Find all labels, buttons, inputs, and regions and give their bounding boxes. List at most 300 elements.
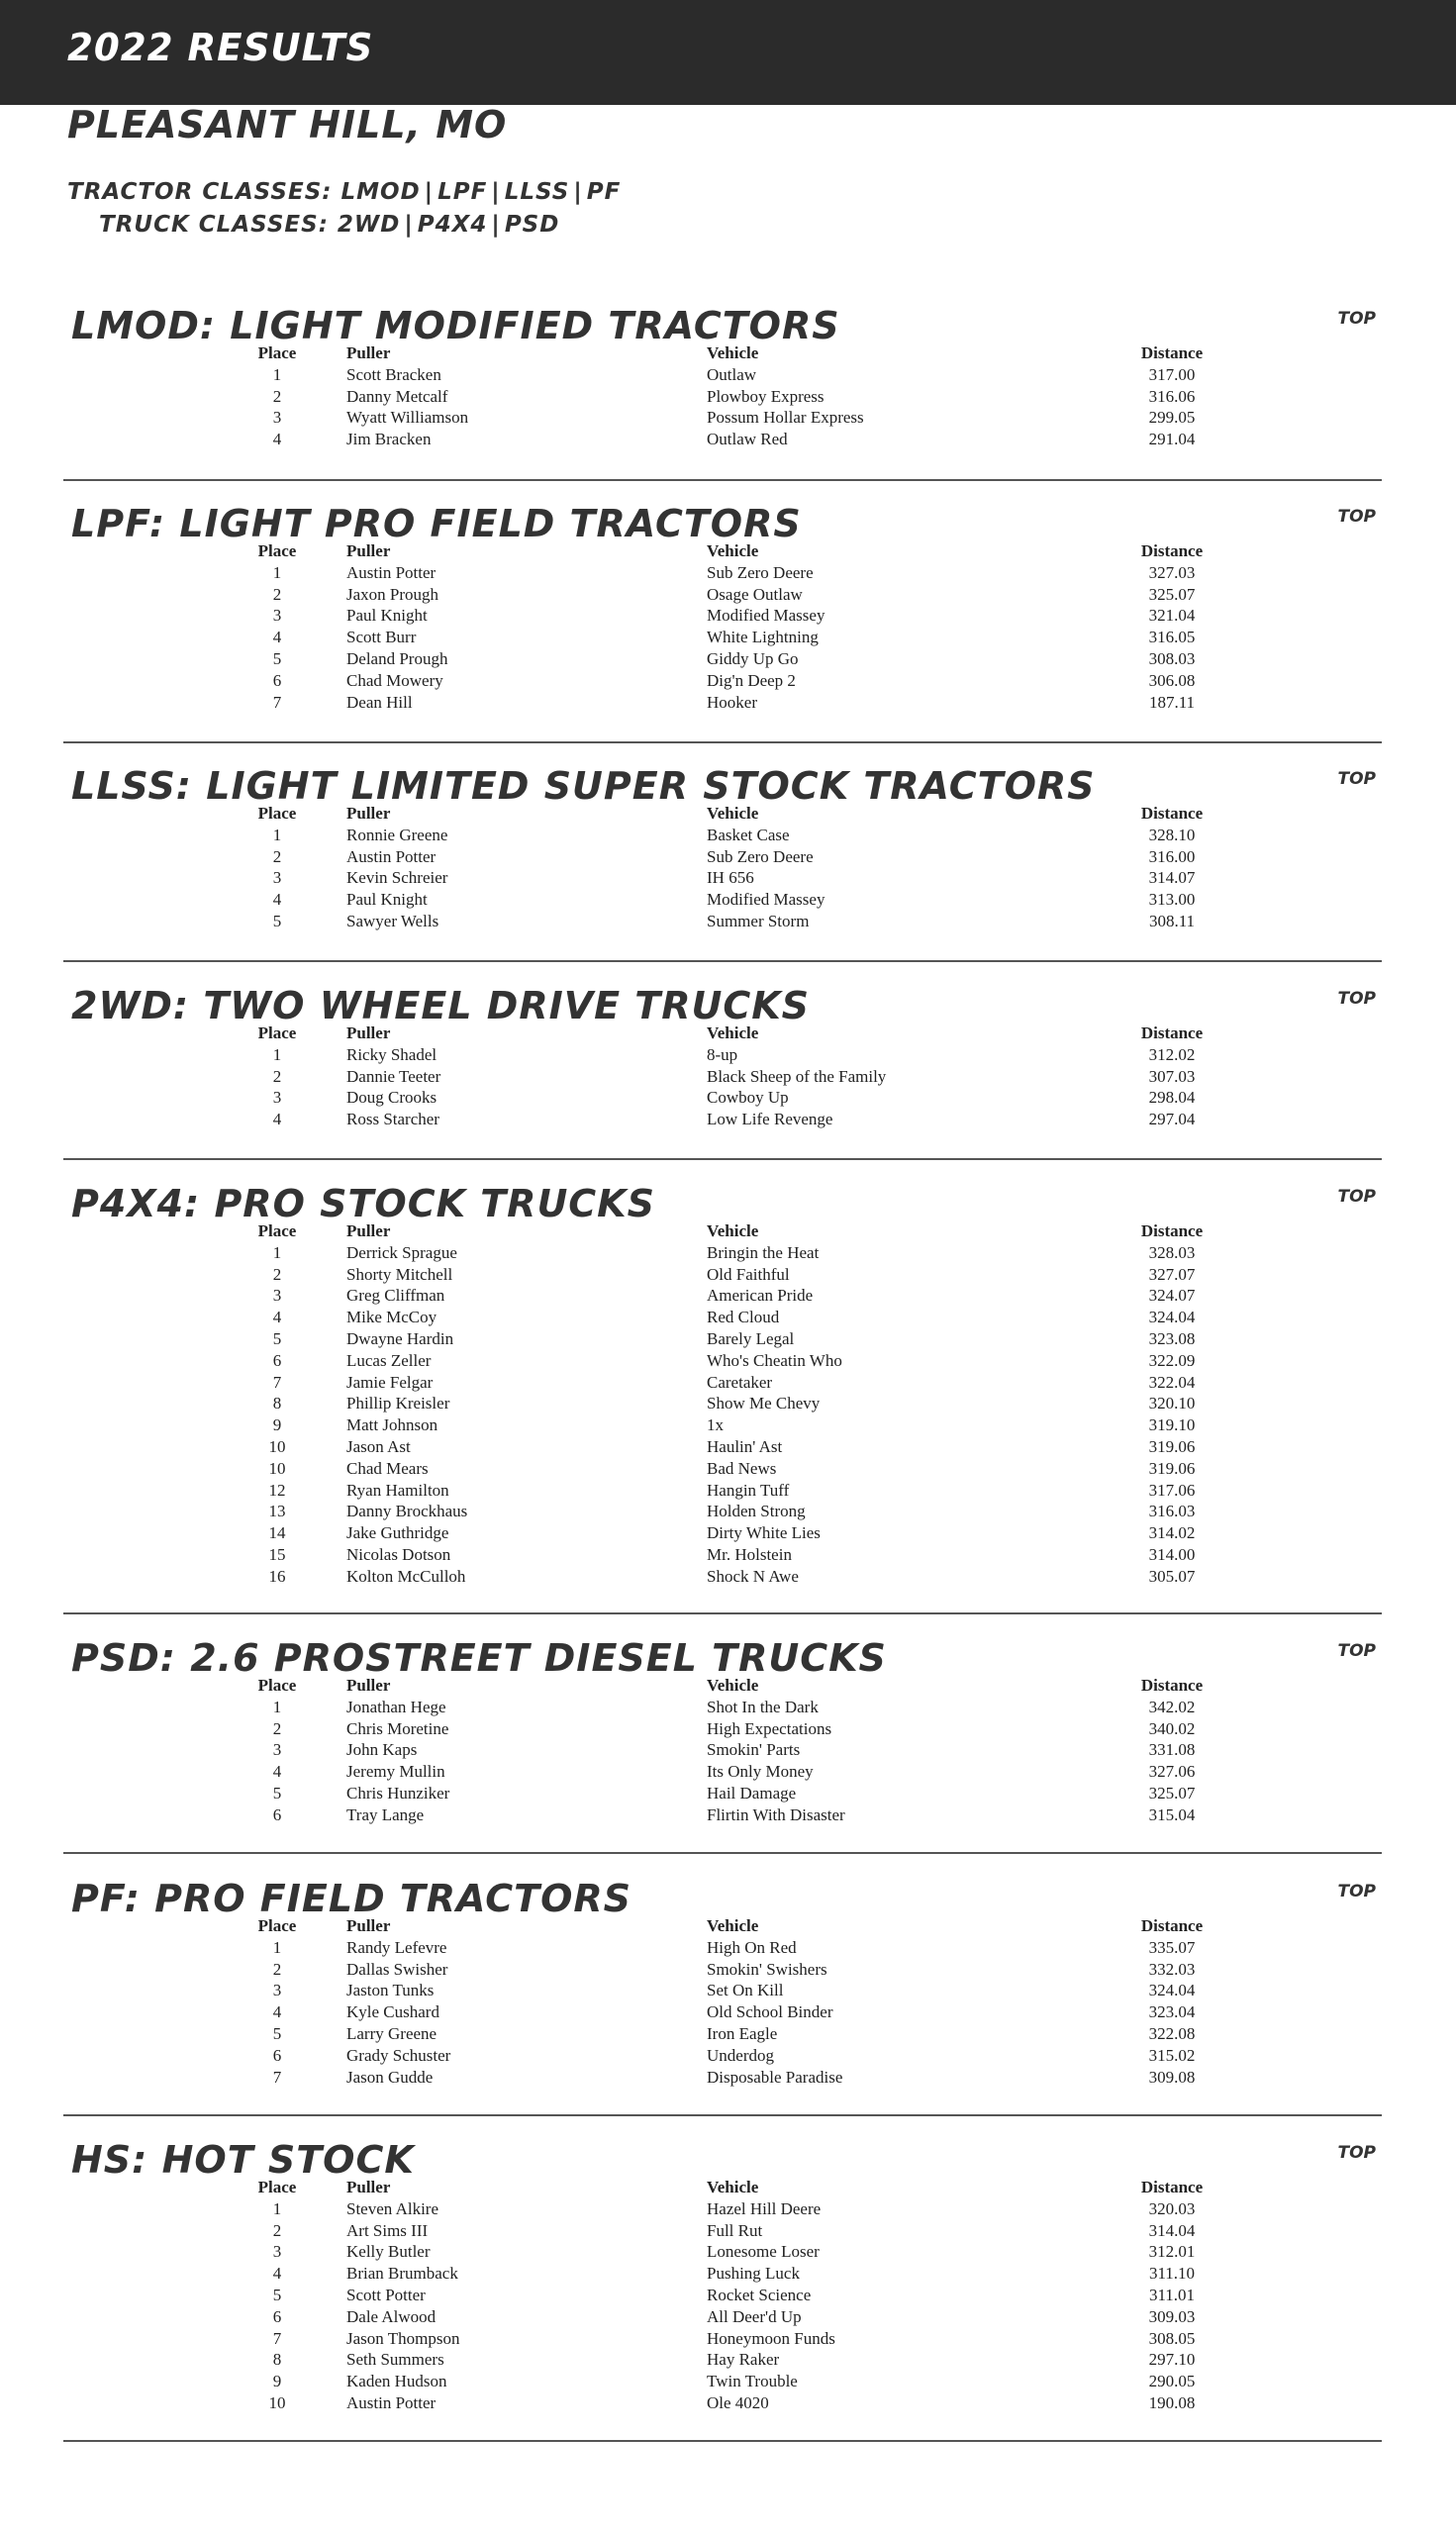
- cell-vehicle: All Deer'd Up: [707, 2306, 802, 2326]
- cell-puller: Dale Alwood: [346, 2306, 437, 2326]
- cell-place: 4: [272, 890, 282, 910]
- cell-puller: Kevin Schreier: [346, 868, 448, 888]
- cell-puller: Ryan Hamilton: [346, 1480, 449, 1500]
- cell-vehicle: Basket Case: [707, 825, 790, 844]
- cell-distance: 328.03: [1148, 1242, 1196, 1262]
- cell-vehicle: Rocket Science: [707, 2285, 812, 2304]
- cell-place: 2: [272, 1959, 282, 1979]
- column-header-place: Place: [257, 1676, 297, 1695]
- cell-vehicle: Possum Hollar Express: [707, 408, 864, 428]
- cell-vehicle: Barely Legal: [707, 1328, 795, 1348]
- class-link-pf[interactable]: PF: [586, 179, 622, 205]
- cell-puller: Steven Alkire: [346, 2198, 439, 2218]
- cell-place: 6: [272, 1804, 282, 1824]
- cell-puller: Scott Bracken: [346, 364, 441, 384]
- cell-place: 7: [272, 1372, 282, 1392]
- cell-distance: 323.08: [1148, 1328, 1196, 1348]
- section-divider: [63, 960, 1382, 962]
- cell-vehicle: Haulin' Ast: [707, 1436, 783, 1456]
- cell-place: 7: [272, 692, 282, 712]
- cell-vehicle: Iron Eagle: [707, 2023, 778, 2043]
- cell-distance: 322.04: [1148, 1372, 1196, 1392]
- cell-puller: Shorty Mitchell: [346, 1264, 453, 1284]
- cell-vehicle: Holden Strong: [707, 1502, 806, 1521]
- cell-distance: 308.03: [1148, 648, 1196, 668]
- cell-puller: Austin Potter: [346, 2392, 437, 2412]
- cell-vehicle: Sub Zero Deere: [707, 562, 814, 582]
- cell-vehicle: Bringin the Heat: [707, 1242, 820, 1262]
- column-header-puller: Puller: [346, 2178, 391, 2196]
- cell-puller: Kyle Cushard: [346, 2002, 439, 2022]
- cell-distance: 297.04: [1148, 1110, 1196, 1129]
- cell-vehicle: Set On Kill: [707, 1981, 784, 2000]
- column-header-place: Place: [257, 2178, 297, 2196]
- cell-distance: 320.03: [1148, 2198, 1196, 2218]
- tractor-classes-label: TRACTOR CLASSES:: [67, 179, 333, 205]
- cell-puller: Jaxon Prough: [346, 584, 439, 604]
- cell-place: 3: [272, 606, 282, 626]
- column-header-puller: Puller: [346, 804, 391, 823]
- cell-vehicle: Show Me Chevy: [707, 1394, 821, 1413]
- cell-puller: Jeremy Mullin: [346, 1762, 445, 1782]
- cell-vehicle: Hooker: [707, 692, 757, 712]
- cell-distance: 314.04: [1148, 2220, 1196, 2240]
- cell-place: 1: [272, 1044, 282, 1064]
- column-header-place: Place: [257, 1221, 297, 1240]
- cell-vehicle: Its Only Money: [707, 1762, 814, 1782]
- cell-place: 4: [272, 628, 282, 647]
- cell-vehicle: Hazel Hill Deere: [707, 2198, 822, 2218]
- cell-distance: 342.02: [1148, 1697, 1196, 1716]
- cell-place: 4: [272, 2264, 282, 2284]
- cell-distance: 309.08: [1148, 2067, 1196, 2087]
- cell-vehicle: IH 656: [707, 868, 754, 888]
- cell-vehicle: Full Rut: [707, 2220, 763, 2240]
- cell-vehicle: Osage Outlaw: [707, 584, 803, 604]
- cell-vehicle: 1x: [707, 1415, 724, 1435]
- cell-distance: 324.04: [1148, 1308, 1196, 1327]
- cell-puller: Derrick Sprague: [346, 1242, 457, 1262]
- section-divider: [63, 741, 1382, 743]
- cell-place: 13: [268, 1502, 286, 1521]
- cell-place: 2: [272, 1264, 282, 1284]
- cell-distance: 316.06: [1148, 386, 1196, 406]
- back-to-top-link[interactable]: TOP: [1337, 769, 1376, 789]
- truck-classes-nav: TRUCK CLASSES: 2WD | P4X4 | PSD: [99, 212, 560, 238]
- cell-vehicle: Honeymoon Funds: [707, 2328, 835, 2348]
- cell-place: 7: [272, 2067, 282, 2087]
- cell-distance: 319.10: [1148, 1415, 1196, 1435]
- cell-distance: 312.02: [1148, 1044, 1196, 1064]
- cell-puller: Ronnie Greene: [346, 825, 448, 844]
- cell-place: 2: [272, 386, 282, 406]
- cell-distance: 323.04: [1148, 2002, 1196, 2022]
- cell-puller: Dean Hill: [346, 692, 413, 712]
- cell-puller: Austin Potter: [346, 562, 437, 582]
- cell-vehicle: Twin Trouble: [707, 2372, 798, 2391]
- cell-distance: 311.01: [1148, 2285, 1196, 2304]
- cell-vehicle: Flirtin With Disaster: [707, 1804, 845, 1824]
- cell-distance: 311.10: [1148, 2264, 1196, 2284]
- cell-place: 4: [272, 1762, 282, 1782]
- cell-vehicle: Low Life Revenge: [707, 1110, 833, 1129]
- cell-vehicle: Plowboy Express: [707, 386, 825, 406]
- page-title: 2022 RESULTS: [67, 26, 374, 69]
- column-header-puller: Puller: [346, 1916, 391, 1935]
- cell-vehicle: 8-up: [707, 1044, 738, 1064]
- cell-vehicle: Cowboy Up: [707, 1088, 789, 1108]
- cell-puller: Chad Mowery: [346, 670, 443, 690]
- cell-place: 5: [272, 1783, 282, 1803]
- cell-puller: Mike McCoy: [346, 1308, 437, 1327]
- cell-puller: Grady Schuster: [346, 2045, 451, 2065]
- column-header-distance: Distance: [1140, 1221, 1204, 1240]
- cell-puller: Matt Johnson: [346, 1415, 438, 1435]
- cell-puller: Deland Prough: [346, 648, 448, 668]
- cell-vehicle: Old Faithful: [707, 1264, 790, 1284]
- column-header-vehicle: Vehicle: [707, 343, 759, 362]
- cell-puller: Dannie Teeter: [346, 1066, 441, 1086]
- cell-vehicle: Hail Damage: [707, 1783, 797, 1803]
- cell-distance: 327.07: [1148, 1264, 1196, 1284]
- column-header-distance: Distance: [1140, 1676, 1204, 1695]
- cell-distance: 332.03: [1148, 1959, 1196, 1979]
- cell-place: 14: [268, 1523, 286, 1543]
- column-header-distance: Distance: [1140, 343, 1204, 362]
- cell-place: 9: [272, 2372, 282, 2391]
- back-to-top-link[interactable]: TOP: [1337, 507, 1376, 527]
- cell-vehicle: Sub Zero Deere: [707, 846, 814, 866]
- cell-puller: Sawyer Wells: [346, 911, 439, 930]
- cell-puller: Danny Metcalf: [346, 386, 448, 406]
- column-header-distance: Distance: [1140, 1023, 1204, 1042]
- cell-distance: 187.11: [1148, 692, 1196, 712]
- column-header-place: Place: [257, 1023, 297, 1042]
- cell-distance: 335.07: [1148, 1937, 1196, 1957]
- cell-place: 2: [272, 1066, 282, 1086]
- cell-puller: Jamie Felgar: [346, 1372, 434, 1392]
- cell-distance: 314.00: [1148, 1544, 1196, 1564]
- cell-place: 2: [272, 1718, 282, 1738]
- cell-distance: 290.05: [1148, 2372, 1196, 2391]
- cell-place: 3: [272, 1981, 282, 2000]
- back-to-top-link[interactable]: TOP: [1337, 1187, 1376, 1207]
- cell-puller: Jonathan Hege: [346, 1697, 446, 1716]
- cell-puller: Tray Lange: [346, 1804, 425, 1824]
- cell-puller: Kaden Hudson: [346, 2372, 447, 2391]
- cell-vehicle: Modified Massey: [707, 890, 825, 910]
- cell-distance: 320.10: [1148, 1394, 1196, 1413]
- column-header-distance: Distance: [1140, 1916, 1204, 1935]
- cell-puller: Lucas Zeller: [346, 1350, 432, 1370]
- cell-vehicle: Outlaw Red: [707, 430, 788, 449]
- class-link-p4x4[interactable]: P4X4: [417, 212, 488, 238]
- cell-distance: 327.06: [1148, 1762, 1196, 1782]
- cell-puller: Jason Ast: [346, 1436, 411, 1456]
- cell-puller: Chris Hunziker: [346, 1783, 450, 1803]
- cell-place: 7: [272, 2328, 282, 2348]
- section-title: PSD: 2.6 PROSTREET DIESEL TRUCKS: [71, 1636, 887, 1680]
- cell-place: 4: [272, 1308, 282, 1327]
- cell-distance: 190.08: [1148, 2392, 1196, 2412]
- cell-puller: Jaston Tunks: [346, 1981, 435, 2000]
- cell-vehicle: Shot In the Dark: [707, 1697, 819, 1716]
- cell-place: 1: [272, 1937, 282, 1957]
- cell-place: 5: [272, 648, 282, 668]
- cell-place: 6: [272, 670, 282, 690]
- cell-place: 10: [268, 2392, 286, 2412]
- cell-place: 12: [268, 1480, 286, 1500]
- cell-distance: 325.07: [1148, 1783, 1196, 1803]
- cell-distance: 319.06: [1148, 1436, 1196, 1456]
- cell-place: 2: [272, 2220, 282, 2240]
- column-header-vehicle: Vehicle: [707, 1221, 759, 1240]
- column-header-place: Place: [257, 804, 297, 823]
- cell-vehicle: Outlaw: [707, 364, 757, 384]
- cell-puller: Greg Cliffman: [346, 1286, 445, 1306]
- top-banner: [0, 0, 1456, 105]
- cell-distance: 324.07: [1148, 1286, 1196, 1306]
- cell-puller: Kolton McCulloh: [346, 1566, 466, 1586]
- cell-place: 10: [268, 1458, 286, 1478]
- cell-place: 3: [272, 1286, 282, 1306]
- back-to-top-link[interactable]: TOP: [1337, 1882, 1376, 1901]
- cell-distance: 317.00: [1148, 364, 1196, 384]
- cell-distance: 314.07: [1148, 868, 1196, 888]
- cell-place: 4: [272, 430, 282, 449]
- cell-place: 3: [272, 1088, 282, 1108]
- cell-puller: Chris Moretine: [346, 1718, 449, 1738]
- cell-puller: Jason Gudde: [346, 2067, 434, 2087]
- cell-puller: Scott Burr: [346, 628, 417, 647]
- cell-vehicle: Hay Raker: [707, 2350, 780, 2370]
- cell-distance: 308.05: [1148, 2328, 1196, 2348]
- cell-place: 4: [272, 1110, 282, 1129]
- cell-place: 9: [272, 1415, 282, 1435]
- cell-vehicle: Black Sheep of the Family: [707, 1066, 887, 1086]
- section-divider: [63, 2114, 1382, 2116]
- cell-place: 1: [272, 562, 282, 582]
- column-header-vehicle: Vehicle: [707, 1916, 759, 1935]
- class-link-psd[interactable]: PSD: [504, 212, 560, 238]
- column-header-puller: Puller: [346, 1676, 391, 1695]
- cell-puller: Jason Thompson: [346, 2328, 460, 2348]
- cell-distance: 307.03: [1148, 1066, 1196, 1086]
- cell-place: 6: [272, 1350, 282, 1370]
- column-header-vehicle: Vehicle: [707, 1023, 759, 1042]
- cell-distance: 306.08: [1148, 670, 1196, 690]
- cell-puller: Paul Knight: [346, 606, 428, 626]
- cell-place: 2: [272, 584, 282, 604]
- cell-distance: 316.03: [1148, 1502, 1196, 1521]
- column-header-puller: Puller: [346, 1221, 391, 1240]
- cell-vehicle: Dirty White Lies: [707, 1523, 821, 1543]
- cell-place: 1: [272, 364, 282, 384]
- cell-distance: 325.07: [1148, 584, 1196, 604]
- cell-distance: 327.03: [1148, 562, 1196, 582]
- cell-puller: Danny Brockhaus: [346, 1502, 468, 1521]
- cell-distance: 299.05: [1148, 408, 1196, 428]
- column-header-distance: Distance: [1140, 804, 1204, 823]
- section-title: LMOD: LIGHT MODIFIED TRACTORS: [71, 304, 840, 347]
- cell-place: 5: [272, 911, 282, 930]
- cell-place: 1: [272, 1697, 282, 1716]
- column-header-distance: Distance: [1140, 2178, 1204, 2196]
- cell-distance: 317.06: [1148, 1480, 1196, 1500]
- section-title: LPF: LIGHT PRO FIELD TRACTORS: [71, 502, 802, 545]
- section-divider: [63, 2440, 1382, 2442]
- cell-vehicle: American Pride: [707, 1286, 814, 1306]
- cell-distance: 308.11: [1148, 911, 1196, 930]
- cell-distance: 298.04: [1148, 1088, 1196, 1108]
- cell-distance: 316.00: [1148, 846, 1196, 866]
- cell-place: 5: [272, 2285, 282, 2304]
- class-link-2wd[interactable]: 2WD: [337, 212, 401, 238]
- section-divider: [63, 1612, 1382, 1614]
- cell-distance: 309.03: [1148, 2306, 1196, 2326]
- back-to-top-link[interactable]: TOP: [1337, 1641, 1376, 1661]
- cell-vehicle: Caretaker: [707, 1372, 773, 1392]
- cell-place: 2: [272, 846, 282, 866]
- cell-distance: 340.02: [1148, 1718, 1196, 1738]
- section-title: P4X4: PRO STOCK TRUCKS: [71, 1182, 655, 1225]
- section-divider: [63, 479, 1382, 481]
- cell-vehicle: Underdog: [707, 2045, 774, 2065]
- cell-vehicle: Smokin' Parts: [707, 1740, 801, 1760]
- cell-place: 1: [272, 1242, 282, 1262]
- cell-place: 4: [272, 2002, 282, 2022]
- cell-place: 16: [268, 1566, 286, 1586]
- section-divider: [63, 1158, 1382, 1160]
- cell-vehicle: Shock N Awe: [707, 1566, 799, 1586]
- cell-vehicle: Old School Binder: [707, 2002, 833, 2022]
- back-to-top-link[interactable]: TOP: [1337, 309, 1376, 329]
- column-header-place: Place: [257, 1916, 297, 1935]
- cell-puller: Brian Brumback: [346, 2264, 458, 2284]
- cell-distance: 324.04: [1148, 1981, 1196, 2000]
- cell-vehicle: Ole 4020: [707, 2392, 769, 2412]
- cell-vehicle: Mr. Holstein: [707, 1544, 792, 1564]
- column-header-puller: Puller: [346, 343, 391, 362]
- cell-vehicle: Dig'n Deep 2: [707, 670, 796, 690]
- cell-vehicle: Pushing Luck: [707, 2264, 800, 2284]
- cell-distance: 322.09: [1148, 1350, 1196, 1370]
- cell-puller: Ross Starcher: [346, 1110, 439, 1129]
- cell-place: 5: [272, 1328, 282, 1348]
- cell-distance: 315.02: [1148, 2045, 1196, 2065]
- cell-distance: 319.06: [1148, 1458, 1196, 1478]
- cell-place: 6: [272, 2045, 282, 2065]
- cell-puller: Chad Mears: [346, 1458, 429, 1478]
- cell-puller: Larry Greene: [346, 2023, 437, 2043]
- section-title: PF: PRO FIELD TRACTORS: [71, 1877, 632, 1920]
- cell-place: 10: [268, 1436, 286, 1456]
- cell-distance: 313.00: [1148, 890, 1196, 910]
- cell-puller: Seth Summers: [346, 2350, 444, 2370]
- cell-vehicle: White Lightning: [707, 628, 819, 647]
- class-link-lmod[interactable]: LMOD: [340, 179, 421, 205]
- cell-distance: 328.10: [1148, 825, 1196, 844]
- column-header-puller: Puller: [346, 1023, 391, 1042]
- cell-vehicle: Hangin Tuff: [707, 1480, 790, 1500]
- cell-vehicle: Disposable Paradise: [707, 2067, 843, 2087]
- cell-distance: 312.01: [1148, 2242, 1196, 2262]
- cell-puller: Ricky Shadel: [346, 1044, 437, 1064]
- tractor-classes-nav: TRACTOR CLASSES: LMOD | LPF | LLSS | PF: [67, 179, 622, 205]
- cell-place: 5: [272, 2023, 282, 2043]
- cell-vehicle: High On Red: [707, 1937, 797, 1957]
- truck-classes-label: TRUCK CLASSES:: [99, 212, 329, 238]
- column-header-place: Place: [257, 343, 297, 362]
- cell-puller: Jake Guthridge: [346, 1523, 449, 1543]
- cell-vehicle: Smokin' Swishers: [707, 1959, 827, 1979]
- cell-place: 3: [272, 2242, 282, 2262]
- cell-place: 1: [272, 825, 282, 844]
- column-header-vehicle: Vehicle: [707, 804, 759, 823]
- cell-puller: Austin Potter: [346, 846, 437, 866]
- section-title: LLSS: LIGHT LIMITED SUPER STOCK TRACTORS: [71, 764, 1096, 808]
- section-divider: [63, 1852, 1382, 1854]
- cell-puller: Nicolas Dotson: [346, 1544, 451, 1564]
- back-to-top-link[interactable]: TOP: [1337, 989, 1376, 1009]
- cell-puller: Dallas Swisher: [346, 1959, 448, 1979]
- cell-distance: 331.08: [1148, 1740, 1196, 1760]
- cell-puller: Dwayne Hardin: [346, 1328, 454, 1348]
- cell-puller: Scott Potter: [346, 2285, 426, 2304]
- cell-vehicle: High Expectations: [707, 1718, 832, 1738]
- section-title: HS: HOT STOCK: [71, 2138, 415, 2182]
- column-header-place: Place: [257, 541, 297, 560]
- section-title: 2WD: TWO WHEEL DRIVE TRUCKS: [71, 984, 811, 1027]
- cell-puller: John Kaps: [346, 1740, 418, 1760]
- cell-puller: Art Sims III: [346, 2220, 429, 2240]
- cell-puller: Jim Bracken: [346, 430, 432, 449]
- cell-place: 3: [272, 868, 282, 888]
- cell-distance: 291.04: [1148, 430, 1196, 449]
- class-link-lpf[interactable]: LPF: [437, 179, 488, 205]
- cell-vehicle: Modified Massey: [707, 606, 825, 626]
- class-link-llss[interactable]: LLSS: [504, 179, 570, 205]
- cell-vehicle: Bad News: [707, 1458, 777, 1478]
- cell-vehicle: Summer Storm: [707, 911, 810, 930]
- cell-place: 1: [272, 2198, 282, 2218]
- cell-vehicle: Lonesome Loser: [707, 2242, 820, 2262]
- cell-vehicle: Who's Cheatin Who: [707, 1350, 842, 1370]
- column-header-puller: Puller: [346, 541, 391, 560]
- cell-puller: Phillip Kreisler: [346, 1394, 450, 1413]
- cell-distance: 315.04: [1148, 1804, 1196, 1824]
- cell-puller: Kelly Butler: [346, 2242, 431, 2262]
- column-header-vehicle: Vehicle: [707, 2178, 759, 2196]
- column-header-vehicle: Vehicle: [707, 1676, 759, 1695]
- column-header-distance: Distance: [1140, 541, 1204, 560]
- cell-vehicle: Giddy Up Go: [707, 648, 799, 668]
- back-to-top-link[interactable]: TOP: [1337, 2143, 1376, 2163]
- cell-puller: Doug Crooks: [346, 1088, 437, 1108]
- cell-puller: Wyatt Williamson: [346, 408, 469, 428]
- cell-distance: 321.04: [1148, 606, 1196, 626]
- cell-place: 3: [272, 408, 282, 428]
- cell-puller: Randy Lefevre: [346, 1937, 447, 1957]
- cell-distance: 314.02: [1148, 1523, 1196, 1543]
- cell-place: 3: [272, 1740, 282, 1760]
- cell-puller: Paul Knight: [346, 890, 428, 910]
- cell-place: 6: [272, 2306, 282, 2326]
- cell-distance: 297.10: [1148, 2350, 1196, 2370]
- cell-place: 8: [272, 2350, 282, 2370]
- cell-distance: 322.08: [1148, 2023, 1196, 2043]
- cell-distance: 316.05: [1148, 628, 1196, 647]
